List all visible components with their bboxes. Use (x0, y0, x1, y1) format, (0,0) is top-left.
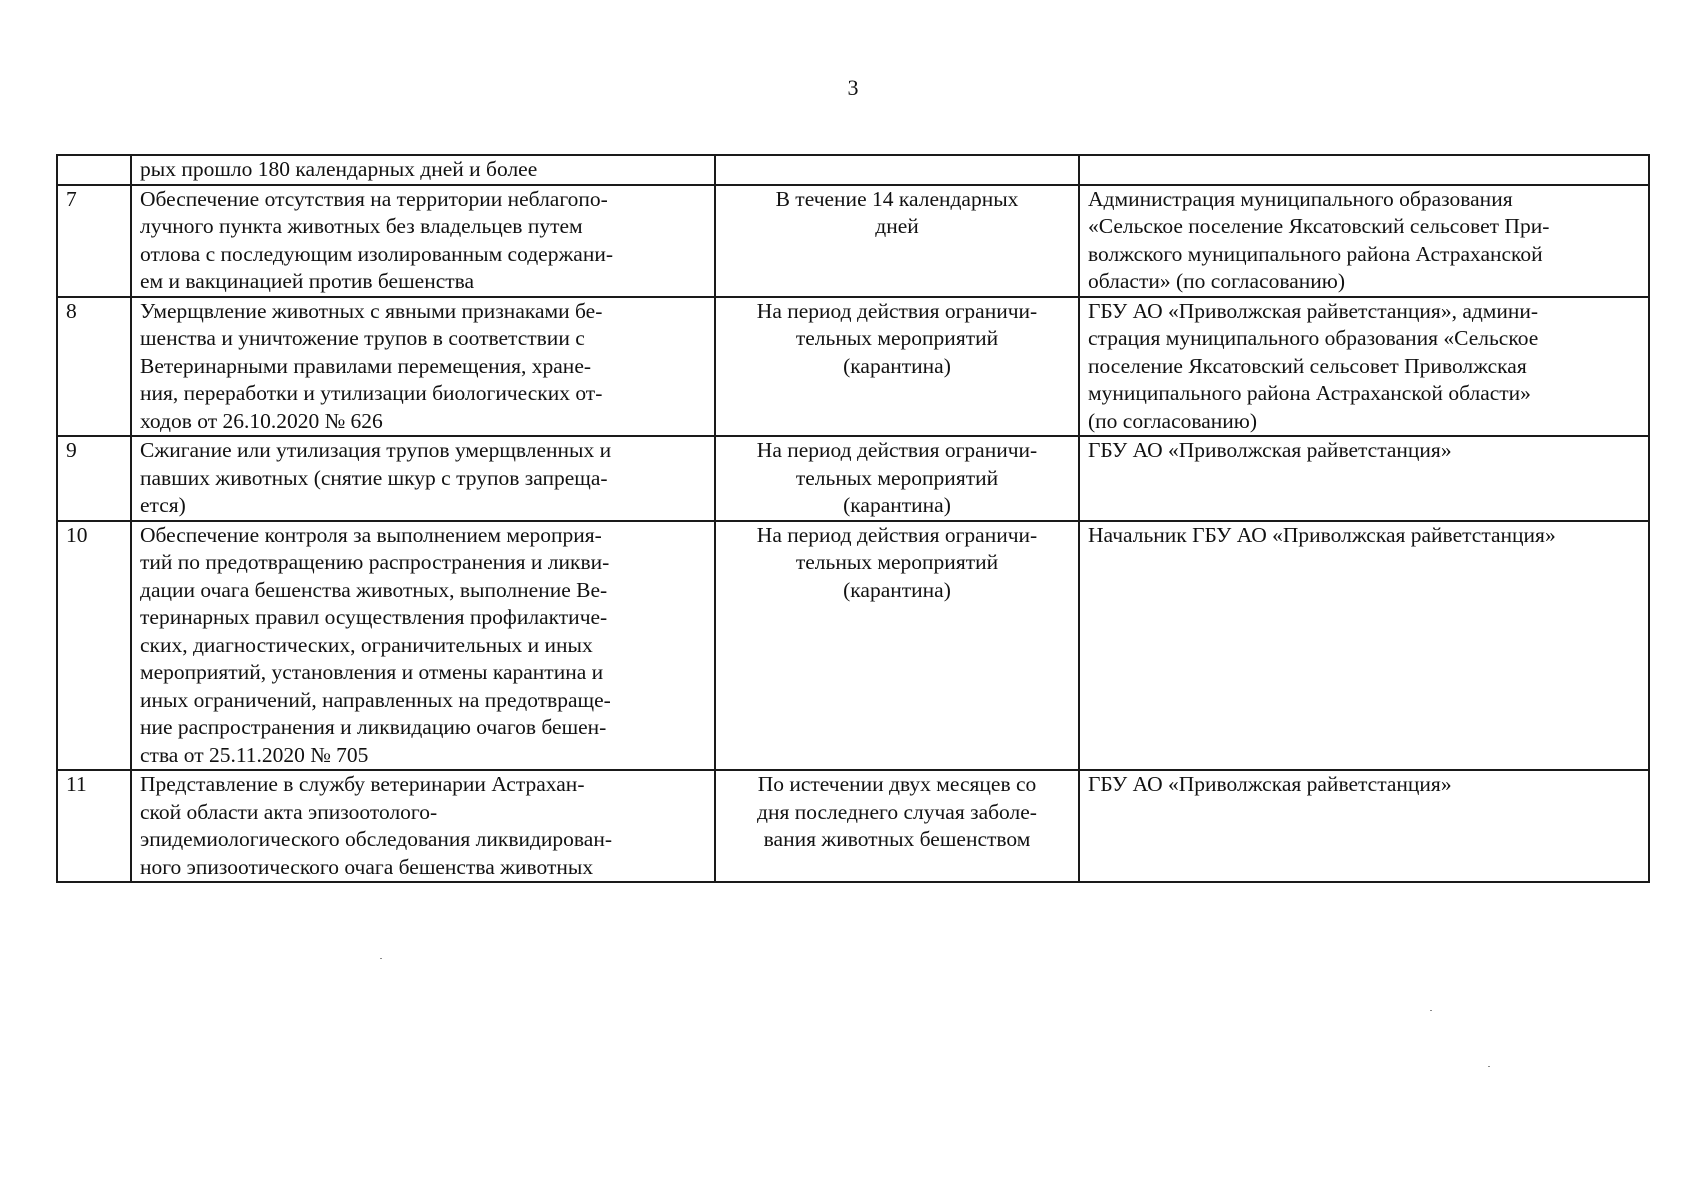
row-number (57, 155, 131, 185)
table-row (57, 436, 1649, 521)
table-row (57, 770, 1649, 882)
measure-term: На период действия ограничи- тельных мероприятий (карантина) (715, 521, 1079, 771)
measure-term: На период действия ограничи- тельных мероприятий (карантина) (715, 436, 1079, 521)
responsible-party: Начальник ГБУ АО «Приволжская райветстанция» (1079, 521, 1649, 771)
row-number: 9 (57, 436, 131, 521)
measure-term (715, 155, 1079, 185)
measure-term: По истечении двух месяцев со дня последнего случая заболе- вания животных бешенством (715, 770, 1079, 882)
responsible-party (1079, 155, 1649, 185)
page-number: 3 (847, 75, 859, 100)
responsible-party: ГБУ АО «Приволжская райветстанция» (1079, 436, 1649, 521)
measure-description: Обеспечение контроля за выполнением мероприя- тий по предотвращению распространения и ликви- дации очага бешенства животных, выполнение Ве- теринарных правил осуществления профилактиче- ских, диагностических, ограничительных и иных мероприятий, установления и отмены карантина и иных ограничений, направленных на предотвраще- ние распространения и ликвидацию очагов бешен- ства от 25.11.2020 № 705 (131, 521, 715, 771)
measure-term: На период действия ограничи- тельных мероприятий (карантина) (715, 297, 1079, 437)
scan-speck (1488, 1066, 1490, 1067)
measure-description: Сжигание или утилизация трупов умерщвленных и павших животных (снятие шкур с трупов запреща- ется) (131, 436, 715, 521)
measure-description: Обеспечение отсутствия на территории неблагопо- лучного пункта животных без владельцев путем отлова с последующим изолированным содержани- ем и вакцинацией против бешенства (131, 185, 715, 297)
row-number: 11 (57, 770, 131, 882)
measure-description: Умерщвление животных с явными признаками бе- шенства и уничтожение трупов в соответствии с Ветеринарными правилами перемещения, хране- ния, переработки и утилизации биологических от- ходов от 26.10.2020 № 626 (131, 297, 715, 437)
row-number: 8 (57, 297, 131, 437)
responsible-party: ГБУ АО «Приволжская райветстанция», админи- страция муниципального образования «Сельское поселение Яксатовский сельсовет Приволжская муниципального района Астраханской области» (по согласованию) (1079, 297, 1649, 437)
table-row (57, 521, 1649, 771)
responsible-party: Администрация муниципального образования «Сельское поселение Яксатовский сельсовет При- волжского муниципального района Астраханской области» (по согласованию) (1079, 185, 1649, 297)
responsible-party: ГБУ АО «Приволжская райветстанция» (1079, 770, 1649, 882)
measures-table (56, 154, 1650, 883)
scan-speck (1430, 1010, 1432, 1011)
measure-description: рых прошло 180 календарных дней и более (131, 155, 715, 185)
measure-term: В течение 14 календарных дней (715, 185, 1079, 297)
scan-speck (380, 958, 382, 959)
row-number: 10 (57, 521, 131, 771)
table-row (57, 155, 1649, 185)
row-number: 7 (57, 185, 131, 297)
table-row (57, 297, 1649, 437)
measure-description: Представление в службу ветеринарии Астрахан- ской области акта эпизоотолого- эпидемиологического обследования ликвидирован- ного эпизоотического очага бешенства животных (131, 770, 715, 882)
table-row (57, 185, 1649, 297)
